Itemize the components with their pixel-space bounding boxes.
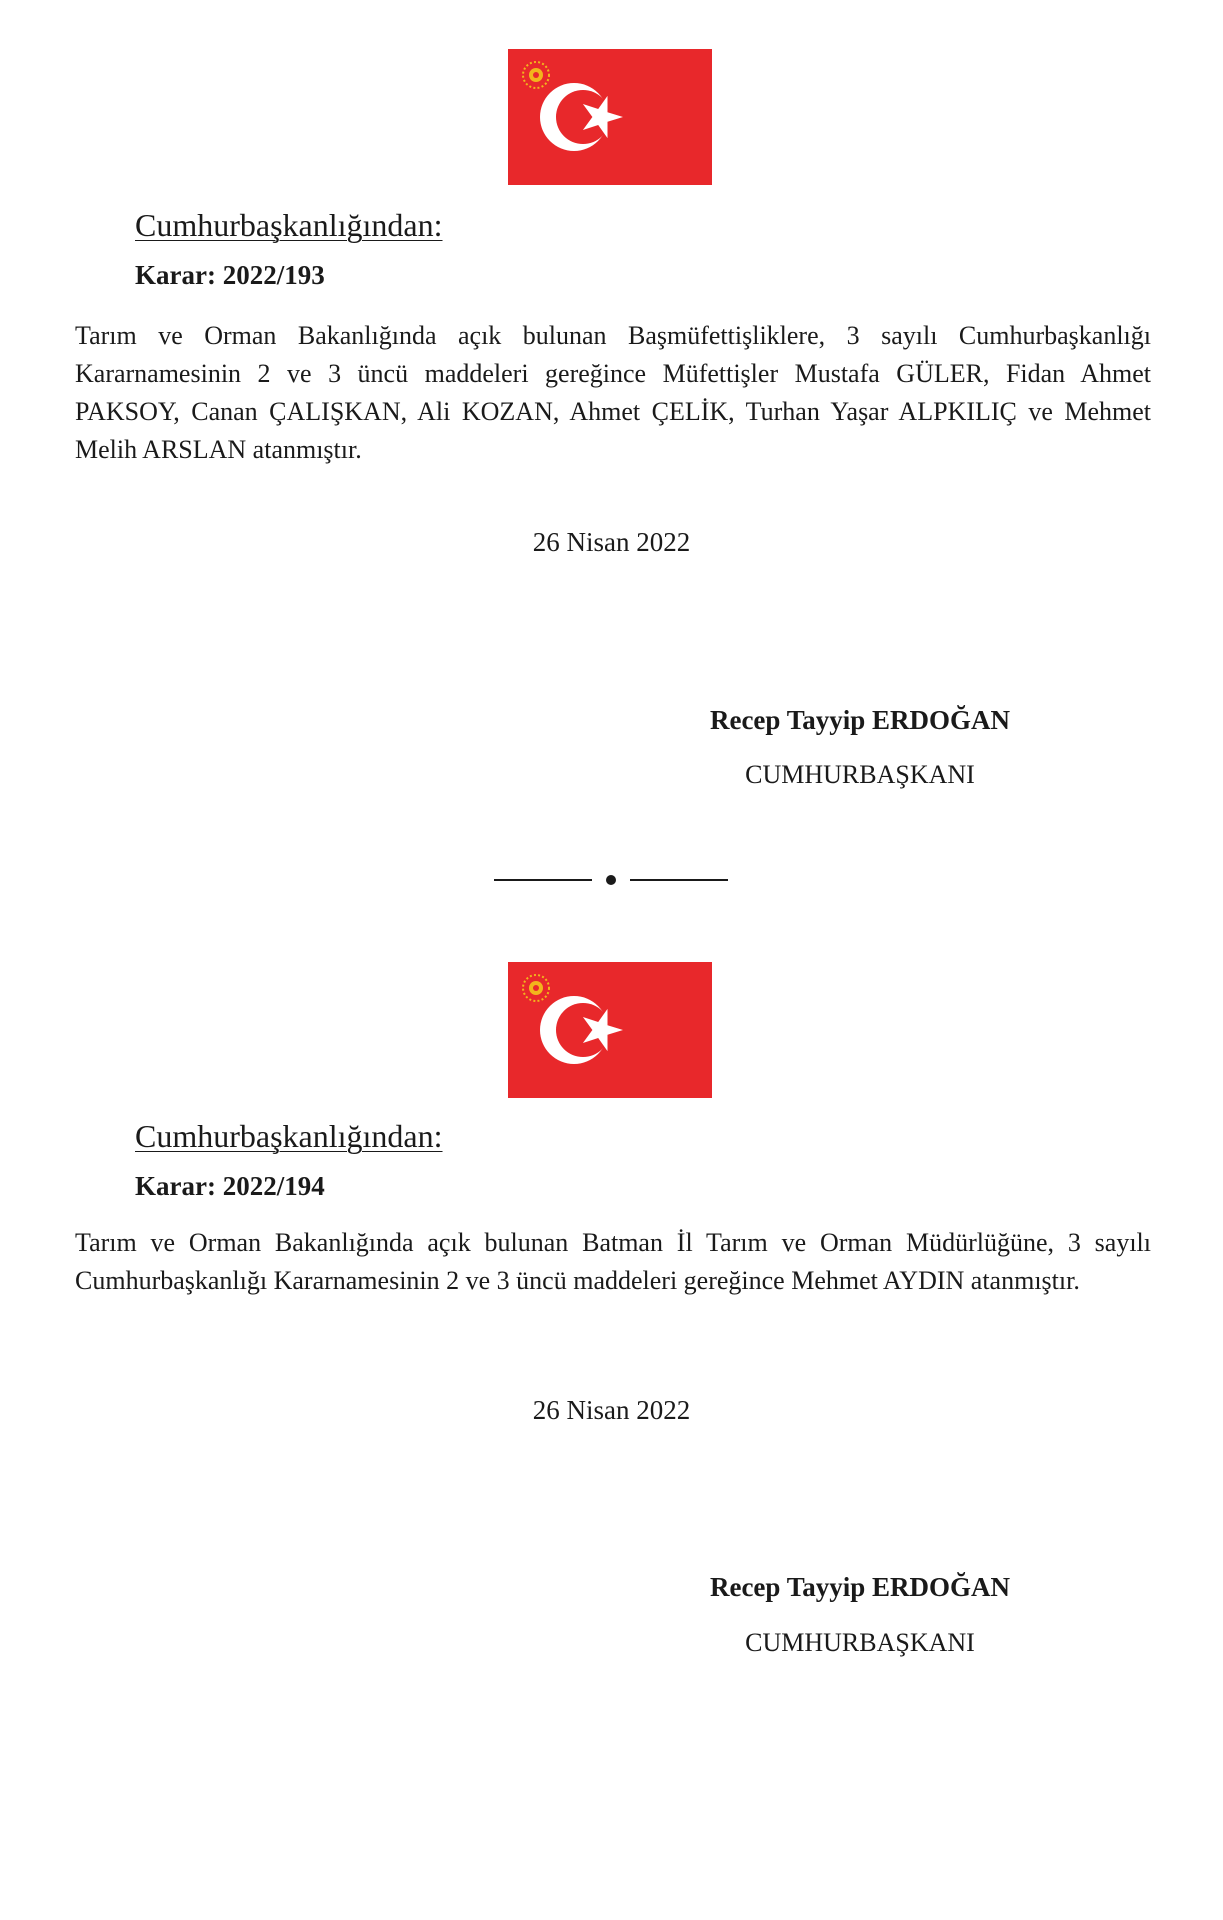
issuer-heading: Cumhurbaşkanlığından: (135, 1118, 443, 1154)
signatory-name: Recep Tayyip ERDOĞAN (709, 1572, 1011, 1602)
decision-body: Tarım ve Orman Bakanlığında açık bulunan Başmüfettişliklere, 3 sayılı Cumhurbaşkanlığı Kararnamesinin 2 ve 3 üncü maddeleri gereğince Müfettişler Mustafa GÜLER, Fidan Ahmet PAKSOY, Canan ÇALIŞKAN, Ali KOZAN, Ahmet ÇELİK, Turhan Yaşar ALPKILIÇ ve Mehmet Melih ARSLAN atanmıştır. (75, 321, 1151, 464)
decision-date: 26 Nisan 2022 (532, 1395, 691, 1425)
signatory-title: CUMHURBAŞKANI (745, 1628, 975, 1657)
decision-body: Tarım ve Orman Bakanlığında açık bulunan Batman İl Tarım ve Orman Müdürlüğüne, 3 sayılı Cumhurbaşkanlığı Kararnamesinin 2 ve 3 üncü maddeleri gereğince Mehmet AYDIN atanmıştır. (75, 1228, 1151, 1295)
turkish-flag-icon (508, 962, 712, 1098)
signatory-title: CUMHURBAŞKANI (745, 760, 975, 789)
signatory-name: Recep Tayyip ERDOĞAN (709, 705, 1011, 735)
decision-date: 26 Nisan 2022 (532, 527, 691, 557)
decision-number: Karar: 2022/193 (135, 260, 325, 290)
issuer-heading: Cumhurbaşkanlığından: (135, 207, 443, 243)
dot-separator-icon (494, 872, 728, 888)
decision-number: Karar: 2022/194 (135, 1171, 325, 1201)
turkish-flag-icon (508, 49, 712, 185)
